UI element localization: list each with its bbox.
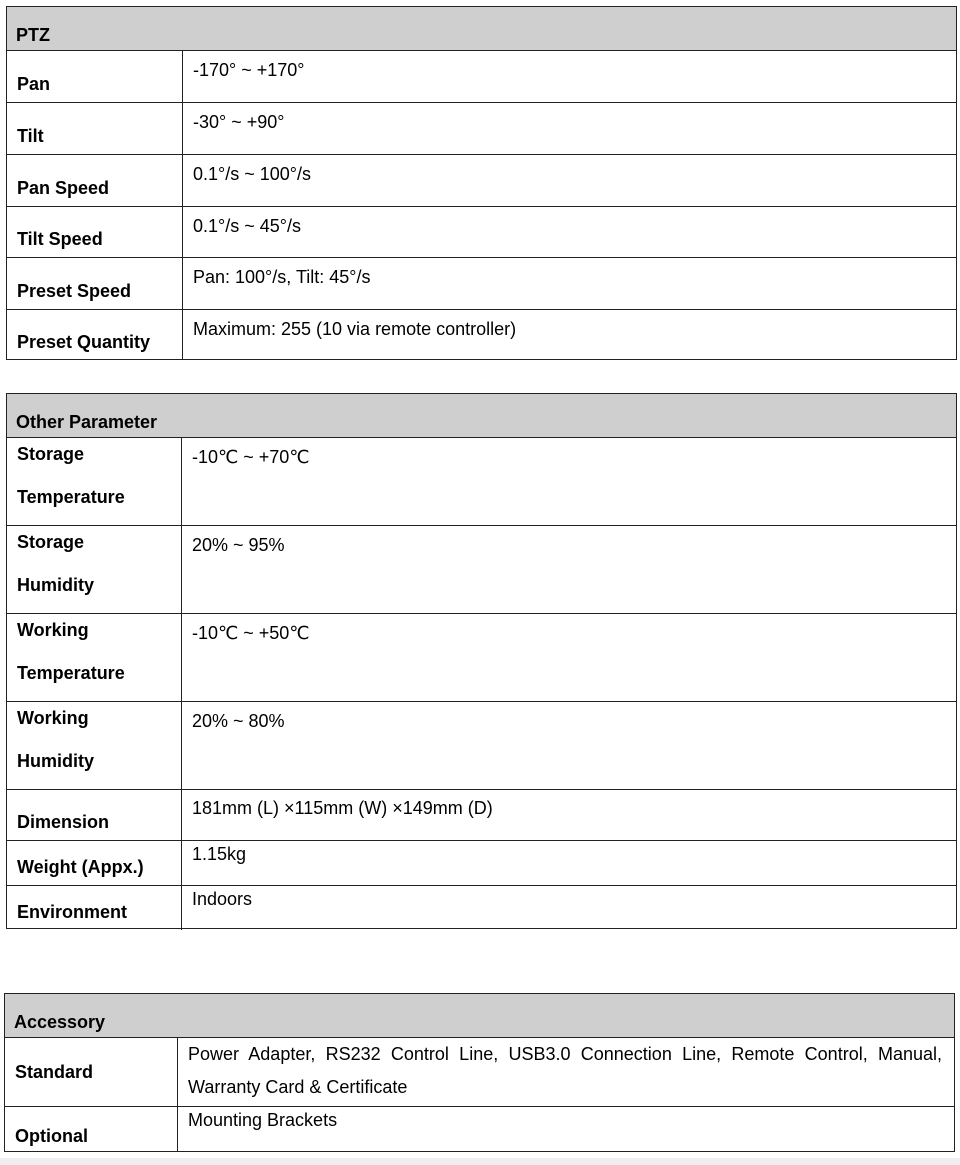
table-row (7, 790, 956, 841)
row-value: 0.1°/s ~ 45°/s (193, 216, 301, 236)
row-label-line1: Storage (17, 532, 85, 552)
row-value: -30° ~ +90° (193, 112, 285, 132)
row-label: Tilt (7, 103, 183, 154)
row-label (7, 702, 182, 789)
row-value: 20% ~ 95% (192, 535, 285, 555)
row-label: Optional (5, 1107, 178, 1151)
table-row (7, 258, 956, 310)
row-value: Maximum: 255 (10 via remote controller) (193, 319, 517, 339)
row-value: Power Adapter, RS232 Control Line, USB3.0 Connection Line, Remote Control, Manual, Warranty Card & Certificate (188, 1044, 942, 1097)
row-label: Preset Quantity (7, 310, 183, 360)
row-label-line2: Humidity (17, 575, 95, 595)
table-row (7, 841, 956, 886)
row-label-line2: Temperature (17, 487, 125, 507)
row-label (7, 526, 182, 613)
ptz-table (6, 6, 957, 360)
table-row (7, 155, 956, 207)
row-label: Dimension (7, 790, 182, 840)
row-value: 1.15kg (192, 844, 247, 864)
table-row (7, 702, 956, 790)
table-row (7, 51, 956, 103)
row-label: Environment (7, 886, 182, 930)
page-bottom-divider (0, 1158, 960, 1165)
accessory-header-title: Accessory (14, 1012, 106, 1032)
row-value: 181mm (L) ×115mm (W) ×149mm (D) (192, 798, 493, 818)
row-label-line1: Storage (17, 444, 85, 464)
row-label: Pan (7, 51, 183, 102)
row-label: Tilt Speed (7, 207, 183, 257)
table-row (7, 614, 956, 702)
table-row (7, 438, 956, 526)
table-row (7, 103, 956, 155)
other-parameter-header-title: Other Parameter (16, 412, 158, 432)
accessory-header (5, 994, 954, 1038)
row-label: Weight (Appx.) (7, 841, 182, 885)
table-row (7, 526, 956, 614)
row-label: Preset Speed (7, 258, 183, 309)
row-value: Mounting Brackets (188, 1110, 338, 1130)
ptz-header (7, 7, 956, 51)
row-label-line2: Temperature (17, 663, 125, 683)
row-value: -170° ~ +170° (193, 60, 305, 80)
row-label: Standard (5, 1038, 178, 1106)
table-row (7, 207, 956, 258)
row-label-line2: Humidity (17, 751, 95, 771)
table-row (7, 310, 956, 360)
row-value: -10℃ ~ +50℃ (192, 623, 310, 643)
table-row (7, 886, 956, 930)
ptz-header-title: PTZ (16, 25, 50, 45)
other-parameter-header (7, 394, 956, 438)
row-label-line1: Working (17, 708, 89, 728)
row-label (7, 438, 182, 525)
row-label: Pan Speed (7, 155, 183, 206)
row-value: Indoors (192, 889, 253, 909)
other-parameter-table (6, 393, 957, 929)
row-value: -10℃ ~ +70℃ (192, 447, 310, 467)
table-row (5, 1107, 954, 1151)
table-row (5, 1038, 954, 1107)
row-label (7, 614, 182, 701)
row-value: Pan: 100°/s, Tilt: 45°/s (193, 267, 371, 287)
accessory-table (4, 993, 955, 1152)
row-label-line1: Working (17, 620, 89, 640)
row-value: 20% ~ 80% (192, 711, 285, 731)
row-value: 0.1°/s ~ 100°/s (193, 164, 311, 184)
